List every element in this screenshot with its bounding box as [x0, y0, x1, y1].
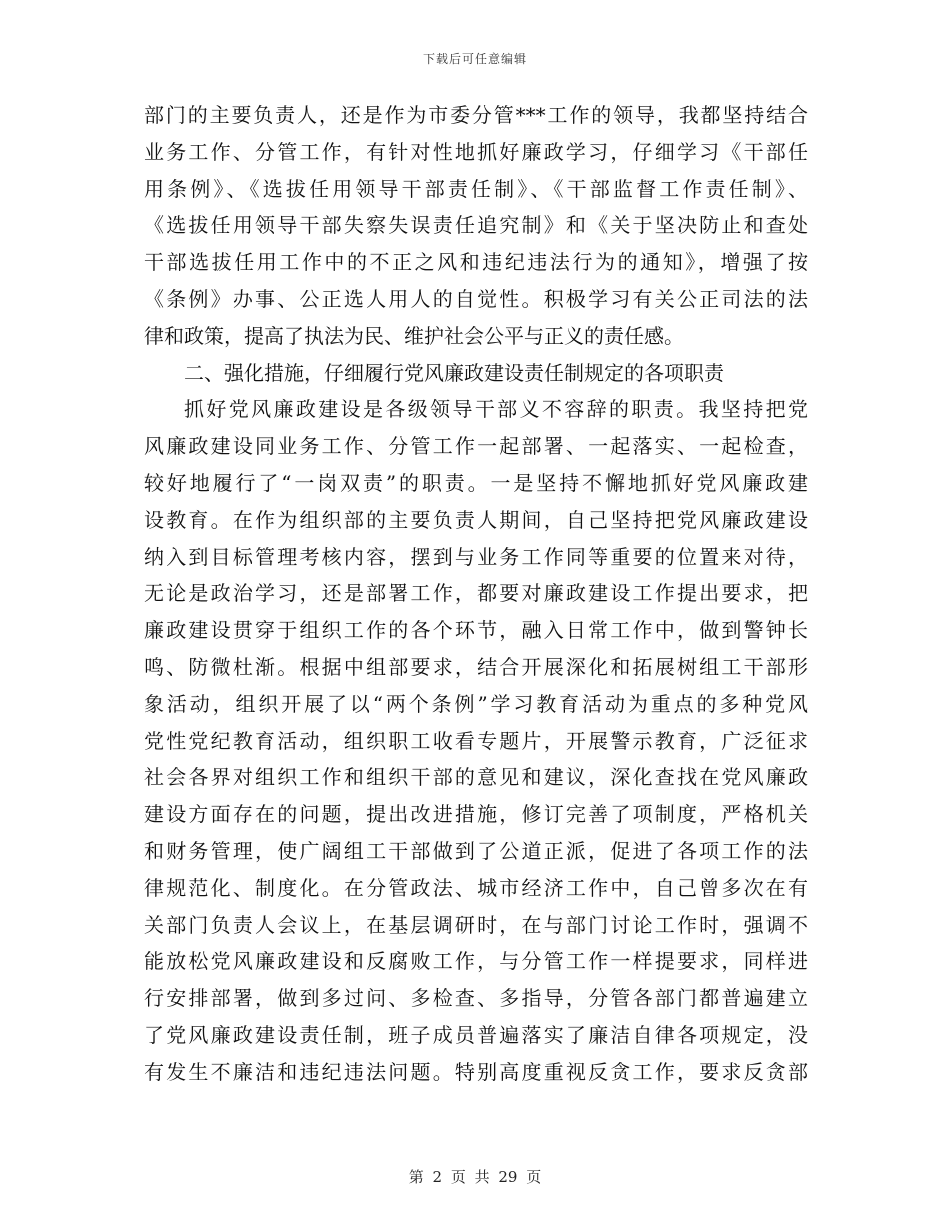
paragraph-line: 干部选拔任用工作中的不正之风和违纪违法行为的通知》，增强了按	[144, 250, 808, 275]
paragraph-line: 律和政策，提高了执法为民、维护社会公平与正义的责任感。	[144, 323, 684, 348]
paragraph-line: 纳入到目标管理考核内容，摆到与业务工作同等重要的位置来对待，	[144, 544, 808, 569]
paragraph-line: 设教育。在作为组织部的主要负责人期间，自己坚持把党风廉政建设	[144, 507, 808, 532]
paragraph-line: 党性党纪教育活动，组织职工收看专题片，开展警示教育，广泛征求	[144, 728, 808, 753]
paragraph-line: 用条例》、《选拔任用领导干部责任制》、《干部监督工作责任制》、	[144, 176, 808, 201]
section-heading: 二、强化措施，仔细履行党风廉政建设责任制规定的各项职责	[184, 360, 724, 385]
page-header: 下载后可任意编辑	[422, 52, 527, 66]
paragraph-line: 象活动，组织开展了以“两个条例”学习教育活动为重点的多种党风	[144, 691, 808, 716]
paragraph-line: 鸣、防微杜渐。根据中组部要求，结合开展深化和拓展树组工干部形	[144, 654, 808, 679]
paragraph-line: 无论是政治学习，还是部署工作，都要对廉政建设工作提出要求，把	[144, 581, 808, 606]
paragraph-line: 关部门负责人会议上，在基层调研时，在与部门讨论工作时，强调不	[144, 912, 808, 937]
paragraph-line: 较好地履行了“一岗双责”的职责。一是坚持不懈地抓好党风廉政建	[144, 470, 808, 495]
paragraph-line: 业务工作、分管工作，有针对性地抓好廉政学习，仔细学习《干部任	[144, 139, 808, 164]
paragraph-line: 律规范化、制度化。在分管政法、城市经济工作中，自己曾多次在有	[144, 875, 808, 900]
paragraph-line: 了党风廉政建设责任制，班子成员普遍落实了廉洁自律各项规定，没	[144, 1022, 808, 1047]
paragraph-line: 部门的主要负责人，还是作为市委分管***工作的领导，我都坚持结合	[144, 103, 808, 127]
paragraph-line: 能放松党风廉政建设和反腐败工作，与分管工作一样提要求，同样进	[144, 949, 808, 974]
paragraph-line: 和财务管理，使广阔组工干部做到了公道正派，促进了各项工作的法	[144, 838, 808, 863]
paragraph-line: 行安排部署，做到多过问、多检查、多指导，分管各部门都普遍建立	[144, 986, 808, 1011]
paragraph-line: 《条例》办事、公正选人用人的自觉性。积极学习有关公正司法的法	[144, 286, 808, 311]
paragraph-line: 廉政建设贯穿于组织工作的各个环节，融入日常工作中，做到警钟长	[144, 618, 808, 643]
paragraph-line: 风廉政建设同业务工作、分管工作一起部署、一起落实、一起检查，	[144, 434, 808, 459]
paragraph-line: 抓好党风廉政建设是各级领导干部义不容辞的职责。我坚持把党	[184, 397, 808, 422]
paragraph-line: 建设方面存在的问题，提出改进措施，修订完善了项制度，严格机关	[144, 802, 808, 827]
paragraph-line: 社会各界对组织工作和组织干部的意见和建议，深化查找在党风廉政	[144, 765, 808, 790]
paragraph-line: 《选拔任用领导干部失察失误责任追究制》和《关于坚决防止和查处	[144, 213, 808, 238]
paragraph-line: 有发生不廉洁和违纪违法问题。特别高度重视反贪工作，要求反贪部	[144, 1059, 808, 1084]
document-body	[144, 97, 808, 1091]
page-number-footer: 第 2 页 共 29 页	[408, 1168, 542, 1186]
